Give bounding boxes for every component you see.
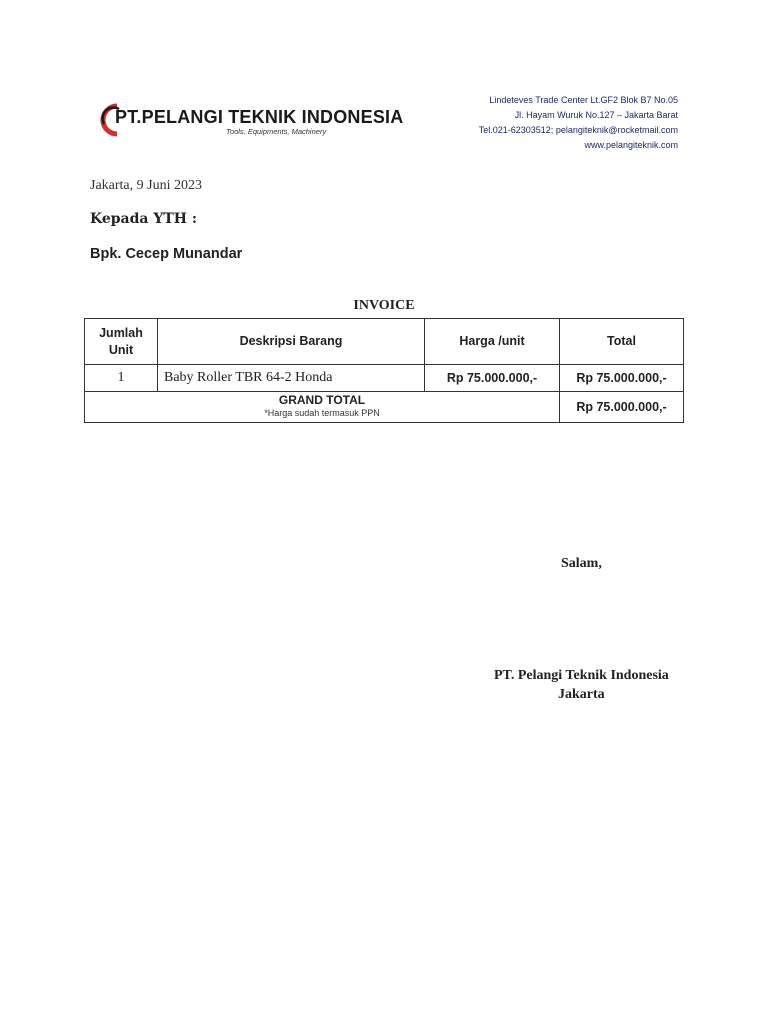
grand-total-value: Rp 75.000.000,- [560,392,684,423]
row-qty: 1 [85,365,158,392]
signature-city: Jakarta [558,687,605,702]
grand-total-label-cell [85,392,560,423]
row-total: Rp 75.000.000,- [560,365,684,392]
header-description: Deskripsi Barang [158,319,425,365]
closing-salutation: Salam, [561,556,602,571]
row-price: Rp 75.000.000,- [425,365,560,392]
letter-greeting: Kepada YTH : [90,211,198,227]
header-qty-line2: Unit [108,342,134,357]
contact-phone-email: Tel.021-62303512; pelangiteknik@rocketmail.com [478,125,678,135]
row-description: Baby Roller TBR 64-2 Honda [158,365,425,392]
recipient-name: Bpk. Cecep Munandar [90,246,243,262]
invoice-title: INVOICE [353,298,415,313]
letter-date: Jakarta, 9 Juni 2023 [90,178,202,193]
grand-total-note: *Harga sudah termasuk PPN [264,408,380,418]
header-qty-line1: Jumlah [99,325,143,340]
header-price: Harga /unit [425,319,560,365]
contact-website: www.pelangiteknik.com [584,140,678,150]
contact-address: Lindeteves Trade Center Lt.GF2 Blok B7 No.05 [489,95,678,105]
contact-street: Jl. Hayam Wuruk No.127 – Jakarta Barat [514,110,678,120]
company-logo [95,100,404,150]
company-contact [479,93,678,153]
grand-total-row [85,392,684,423]
table-header-row [85,319,684,365]
header-qty [85,319,158,365]
header-total: Total [560,319,684,365]
logo-subtitle: Tools, Equipments, Machinery [226,127,327,136]
table-row [85,365,684,392]
signature-company: PT. Pelangi Teknik Indonesia [494,668,669,683]
grand-total-label: GRAND TOTAL [278,393,366,407]
invoice-table [84,318,684,423]
logo-title: PT.PELANGI TEKNIK INDONESIA [115,107,404,127]
